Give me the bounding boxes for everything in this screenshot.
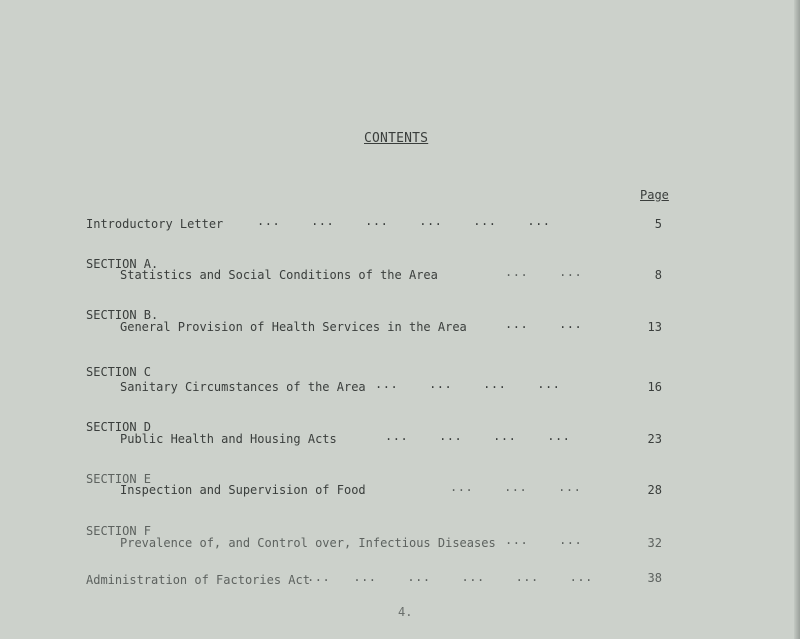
entry-section: SECTION C [86, 365, 152, 379]
leader-dots: ... ... ... ... [385, 429, 571, 443]
entry-title: Inspection and Supervision of Food [120, 483, 366, 497]
entry-section: SECTION E [86, 472, 152, 486]
entry-page: 28 [647, 483, 662, 497]
leader-dots: ... ... [505, 265, 583, 279]
entry-page: 13 [647, 320, 662, 334]
entry-title: Prevalence of, and Control over, Infectious Diseases [120, 536, 496, 550]
entry-title: General Provision of Health Services in the Area [120, 320, 467, 334]
entry-page: 8 [654, 268, 662, 282]
leader-dots: ... ... ... ... [375, 377, 561, 391]
entry-title: Administration of Factories Act [86, 573, 310, 587]
footer-page-number: 4. [398, 605, 413, 619]
leader-dots: ... ... ... ... ... ... [257, 214, 551, 228]
entry-page: 23 [647, 432, 662, 446]
entry-page: 5 [654, 217, 662, 231]
entry-title: Sanitary Circumstances of the Area [120, 380, 366, 394]
contents-title: CONTENTS [364, 131, 429, 146]
page-column-heading: Page [640, 188, 669, 202]
entry-section: SECTION A. [86, 257, 159, 271]
leader-dots: ... ... ... [450, 480, 582, 494]
leader-dots: ... ... [505, 317, 583, 331]
entry-title: Statistics and Social Conditions of the Area [120, 268, 438, 282]
entry-page: 16 [647, 380, 662, 394]
entry-title: Public Health and Housing Acts [120, 432, 337, 446]
entry-page: 38 [647, 571, 662, 585]
entry-section: SECTION D [86, 420, 152, 434]
leader-dots: ... ... ... ... ... ... [307, 570, 593, 584]
entry-title: Introductory Letter [86, 217, 224, 231]
entry-section: SECTION B. [86, 308, 159, 322]
page-edge-shadow [794, 0, 800, 639]
leader-dots: ... ... [505, 533, 583, 547]
entry-page: 32 [647, 536, 662, 550]
entry-section: SECTION F [86, 524, 152, 538]
